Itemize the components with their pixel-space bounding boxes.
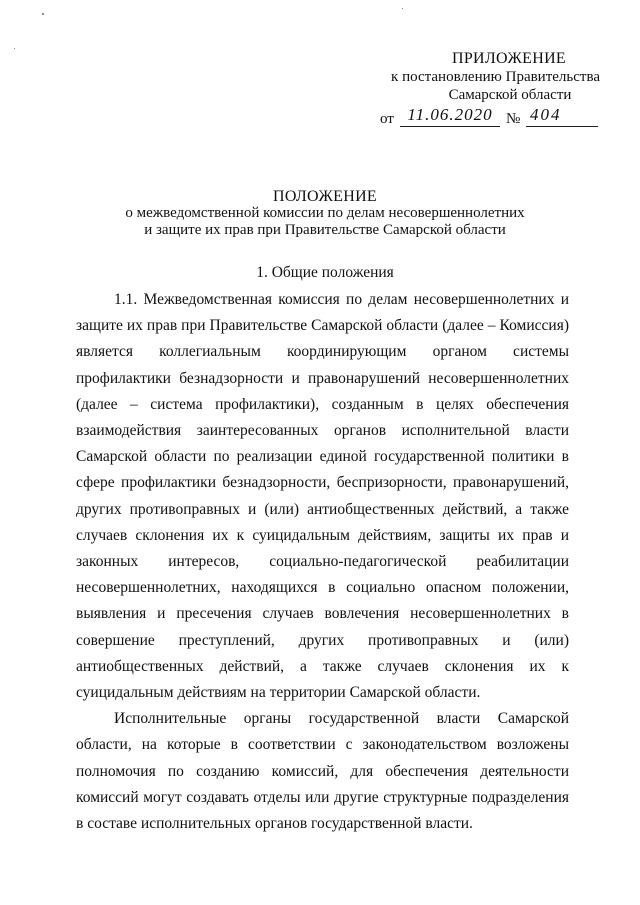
document-subtitle-line-1: о межведомственной комиссии по делам несовершеннолетних xyxy=(125,205,525,221)
scan-speck xyxy=(402,8,403,9)
paragraph-1-1: 1.1. Межведомственная комиссия по делам несовершеннолетних и защите их прав при Правительстве Самарской области (далее – Комиссия) является коллегиальным координирующим органом системы профилактики безнадзорности и правонарушений несовершеннолетних (далее – система профилактики), созданным в целях обеспечения взаимодействия заинтересованных органов исполнительной власти Самарской области по реализации единой государственной политики в сфере профилактики безнадзорности, беспризорности, правонарушений, других противоправных и (или) антиобщественных действий, а также случаев склонения их к суицидальным действиям, защиты их прав и законных интересов, социально-педагогической реабилитации несовершеннолетних, находящихся в социально опасном положении, выявления и пресечения случаев вовлечения несовершеннолетних в совершение преступлений, других противоправных и (или) антиобщественных действий, а также случаев склонения их к суицидальным действиям на территории Самарской области. xyxy=(76,291,569,702)
handwritten-number: 404 xyxy=(526,106,598,127)
appendix-date-number-line xyxy=(380,106,610,130)
document-heading xyxy=(80,188,570,239)
appendix-resolution-line: к постановлению Правительства xyxy=(391,69,600,85)
date-prefix: от xyxy=(380,111,394,127)
handwritten-date: 11.06.2020 xyxy=(400,106,500,127)
number-prefix: № xyxy=(506,111,521,127)
paragraph-executive-bodies: Исполнительные органы государственной власти Самарской области, на которые в соответствии с законодательством возложены полномочия по созданию комиссий, для обеспечения деятельности комиссий могут создавать отделы или другие структурные подразделения в составе исполнительных органов государственной власти. xyxy=(76,710,569,833)
scan-speck xyxy=(14,48,15,49)
document-body xyxy=(76,287,569,837)
document-title: ПОЛОЖЕНИЕ xyxy=(272,188,377,205)
section-title: 1. Общие положения xyxy=(256,264,394,281)
appendix-region-line: Самарской области xyxy=(448,87,572,103)
appendix-block xyxy=(380,50,610,130)
document-subtitle-line-2: и защите их прав при Правительстве Самарской области xyxy=(144,222,506,238)
scan-speck xyxy=(42,13,44,15)
appendix-title: ПРИЛОЖЕНИЕ xyxy=(451,50,566,67)
